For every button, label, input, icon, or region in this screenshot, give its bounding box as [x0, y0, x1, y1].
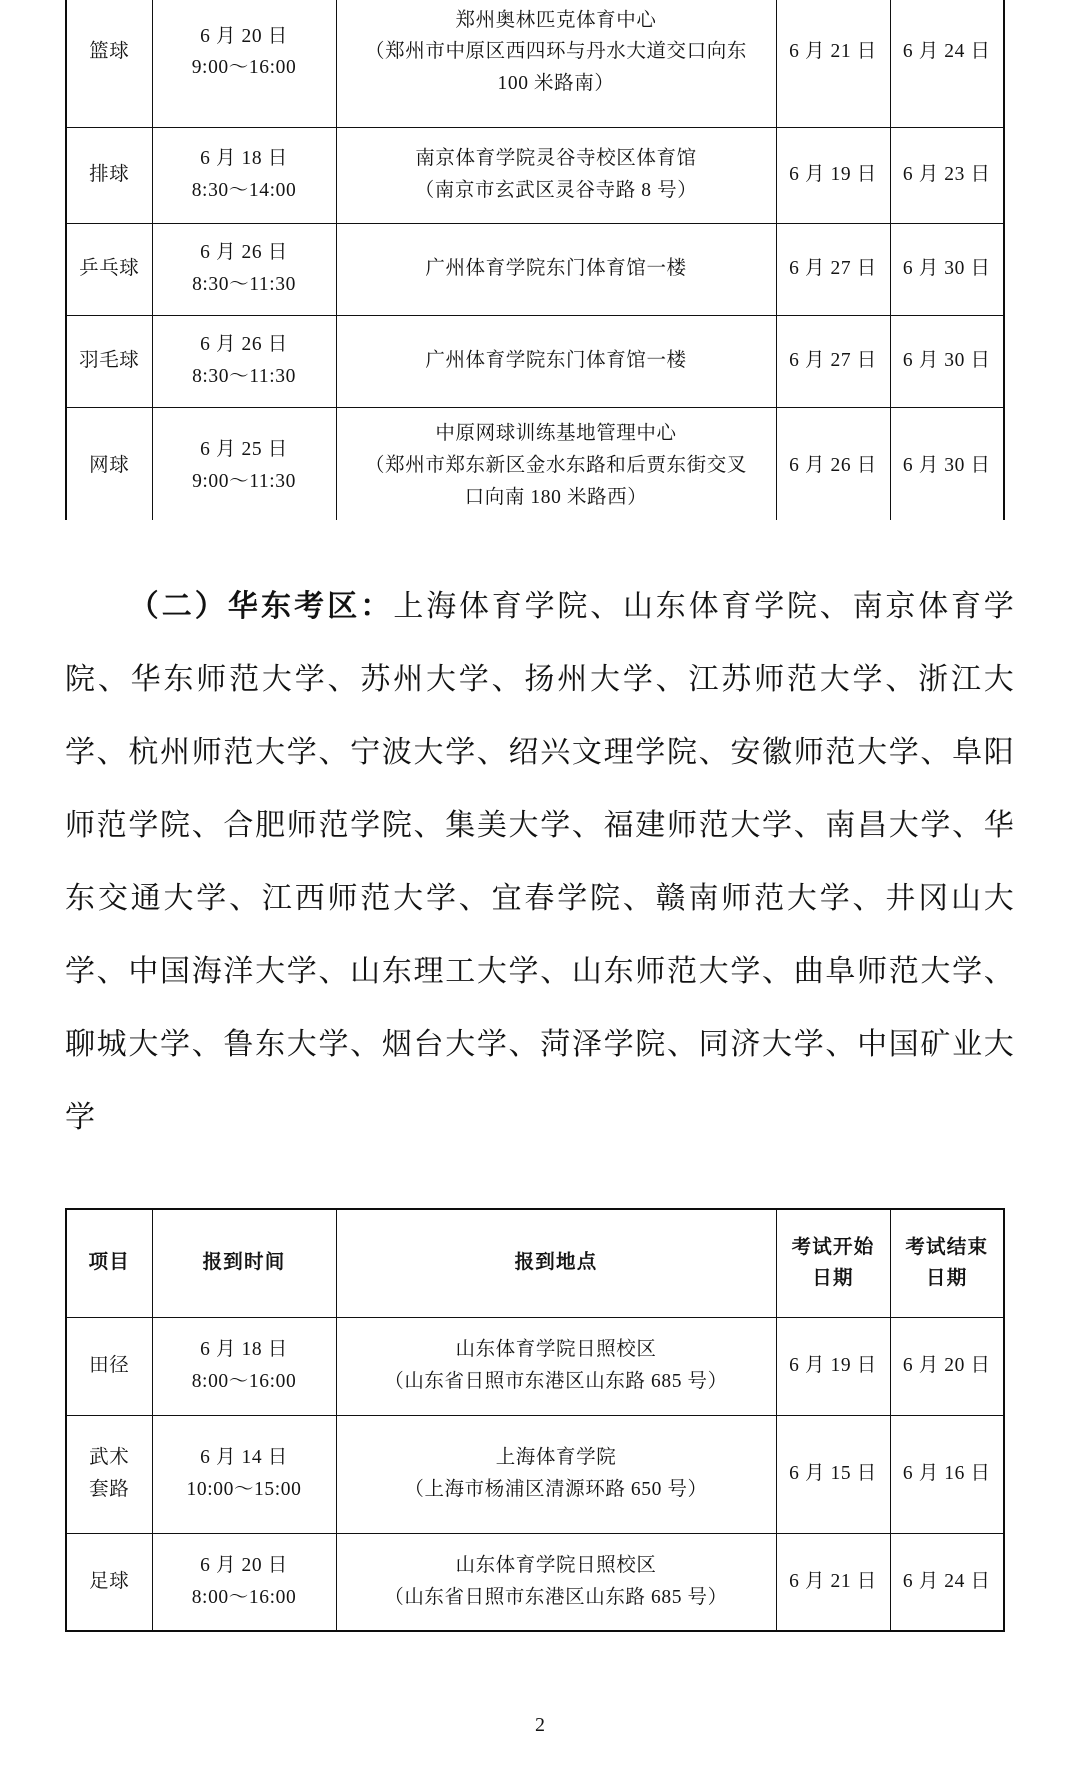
table-row: [66, 127, 1004, 223]
north-region-schedule-table-wrapper: [0, 0, 1080, 520]
cell-start-date: [776, 1415, 890, 1533]
table-row: [66, 407, 1004, 520]
cell-report-time: [152, 0, 336, 127]
cell-report-time: [152, 1415, 336, 1533]
cell-start-date: [776, 127, 890, 223]
item-label: 足球: [89, 1570, 130, 1592]
column-header-end-date: [890, 1209, 1004, 1317]
column-header-report-time: 报到时间: [152, 1209, 336, 1317]
item-label: 武术: [89, 1447, 130, 1469]
east-region-schedule-table-wrapper: [0, 1208, 1080, 1632]
start-date: 6 月 19 日: [789, 164, 877, 186]
column-header-report-place: 报到地点: [336, 1209, 776, 1317]
cell-report-time: [152, 407, 336, 520]
place-line: 上海体育学院: [495, 1447, 617, 1469]
cell-item: [66, 223, 152, 315]
cell-item: [66, 1415, 152, 1533]
report-hours: 8:30～14:00: [191, 180, 297, 201]
north-region-schedule-table: [65, 0, 1005, 520]
place-line: （南京市玄武区灵谷寺路 8 号）: [414, 180, 698, 201]
table-row: [66, 315, 1004, 407]
end-date: 6 月 16 日: [902, 1463, 991, 1485]
place-line: 郑州奥林匹克体育中心: [455, 9, 657, 31]
cell-report-place: [336, 223, 776, 315]
item-label: 田径: [89, 1355, 130, 1377]
report-date: 6 月 26 日: [200, 242, 288, 264]
end-date: 6 月 30 日: [902, 258, 991, 280]
cell-end-date: [890, 127, 1004, 223]
cell-item: [66, 407, 152, 520]
cell-report-place: [336, 315, 776, 407]
header-line: 日期: [812, 1268, 854, 1290]
cell-report-time: [152, 1533, 336, 1631]
report-hours: 9:00～16:00: [191, 57, 297, 79]
cell-report-place: [336, 1415, 776, 1533]
place-line: 100 米路南）: [497, 73, 615, 95]
table-body: [66, 0, 1004, 520]
place-line: 南京体育学院灵谷寺校区体育馆: [415, 148, 697, 170]
start-date: 6 月 15 日: [789, 1463, 877, 1485]
place-line: （郑州市郑东新区金水东路和后贾东街交叉: [365, 454, 747, 476]
place-line: 广州体育学院东门体育馆一楼: [425, 350, 687, 372]
place-line: 山东体育学院日照校区: [455, 1555, 657, 1577]
column-header-item: 项目: [66, 1209, 152, 1317]
report-hours: 9:00～11:30: [192, 470, 296, 492]
cell-report-place: [336, 0, 776, 127]
place-line: （山东省日照市东港区山东路 685 号）: [384, 1586, 728, 1608]
table-header: [66, 1209, 1004, 1317]
table-row: [66, 0, 1004, 127]
item-label: 篮球: [89, 41, 130, 63]
end-date: 6 月 23 日: [902, 164, 991, 186]
report-date: 6 月 14 日: [200, 1447, 288, 1469]
cell-end-date: [890, 1533, 1004, 1631]
cell-report-time: [152, 315, 336, 407]
cell-start-date: [776, 223, 890, 315]
end-date: 6 月 30 日: [902, 454, 991, 476]
column-header-start-date: [776, 1209, 890, 1317]
item-label: 套路: [89, 1479, 130, 1500]
end-date: 6 月 24 日: [902, 41, 991, 63]
place-line: 山东体育学院日照校区: [455, 1339, 657, 1361]
cell-item: [66, 315, 152, 407]
report-date: 6 月 26 日: [200, 334, 288, 356]
header-line: 考试结束: [905, 1236, 989, 1258]
report-date: 6 月 18 日: [200, 148, 288, 170]
report-hours: 8:30～11:30: [192, 366, 296, 387]
table-row: [66, 1415, 1004, 1533]
report-hours: 8:00～16:00: [191, 1371, 297, 1392]
page-number: 2: [535, 1714, 545, 1736]
cell-item: [66, 127, 152, 223]
table-body: [66, 1317, 1004, 1631]
start-date: 6 月 27 日: [789, 258, 877, 280]
cell-item: [66, 1533, 152, 1631]
item-label: 乒乓球: [79, 258, 140, 280]
end-date: 6 月 30 日: [902, 350, 991, 372]
place-line: 广州体育学院东门体育馆一楼: [425, 258, 687, 280]
start-date: 6 月 27 日: [789, 350, 877, 372]
cell-report-time: [152, 1317, 336, 1415]
cell-report-place: [336, 1317, 776, 1415]
cell-end-date: [890, 1415, 1004, 1533]
start-date: 6 月 21 日: [789, 1570, 877, 1592]
cell-report-place: [336, 407, 776, 520]
cell-end-date: [890, 1317, 1004, 1415]
end-date: 6 月 24 日: [902, 1570, 991, 1592]
paragraph-text: 上海体育学院、山东体育学院、南京体育学院、华东师范大学、苏州大学、扬州大学、江苏师范大学、浙江大学、杭州师范大学、宁波大学、绍兴文理学院、安徽师范大学、阜阳师范学院、合肥师范学院、集美大学、福建师范大学、南昌大学、华东交通大学、江西师范大学、宜春学院、赣南师范大学、井冈山大学、中国海洋大学、山东理工大学、山东师范大学、曲阜师范大学、聊城大学、鲁东大学、烟台大学、菏泽学院、同济大学、中国矿业大学: [65, 590, 1015, 1134]
cell-end-date: [890, 315, 1004, 407]
cell-start-date: [776, 1317, 890, 1415]
item-label: 排球: [89, 164, 130, 186]
report-date: 6 月 20 日: [200, 25, 288, 47]
table-row: [66, 1533, 1004, 1631]
place-line: 中原网球训练基地管理中心: [435, 423, 677, 445]
report-date: 6 月 25 日: [200, 439, 288, 461]
cell-start-date: [776, 1533, 890, 1631]
cell-start-date: [776, 0, 890, 127]
report-date: 6 月 20 日: [200, 1555, 288, 1577]
start-date: 6 月 26 日: [789, 454, 877, 476]
report-hours: 8:00～16:00: [191, 1586, 297, 1608]
header-line: 考试开始: [791, 1236, 875, 1258]
cell-end-date: [890, 223, 1004, 315]
cell-end-date: [890, 0, 1004, 127]
cell-start-date: [776, 407, 890, 520]
place-line: （郑州市中原区西四环与丹水大道交口向东: [365, 41, 747, 63]
cell-item: [66, 0, 152, 127]
cell-report-place: [336, 1533, 776, 1631]
table-row: [66, 1317, 1004, 1415]
cell-report-place: [336, 127, 776, 223]
table-row: [66, 223, 1004, 315]
item-label: 网球: [89, 454, 130, 476]
cell-start-date: [776, 315, 890, 407]
cell-item: [66, 1317, 152, 1415]
place-line: 口向南 180 米路西）: [464, 486, 648, 508]
report-hours: 8:30～11:30: [192, 274, 296, 295]
cell-report-time: [152, 223, 336, 315]
paragraph-lead: （二）华东考区：: [127, 590, 394, 623]
report-hours: 10:00～15:00: [186, 1479, 302, 1500]
report-date: 6 月 18 日: [200, 1339, 288, 1361]
header-line: 日期: [926, 1268, 968, 1290]
start-date: 6 月 21 日: [789, 41, 877, 63]
table-header-row: [66, 1209, 1004, 1317]
start-date: 6 月 19 日: [789, 1355, 877, 1377]
cell-report-time: [152, 127, 336, 223]
cell-end-date: [890, 407, 1004, 520]
place-line: （上海市杨浦区清源环路 650 号）: [404, 1479, 708, 1500]
east-region-schedule-table: [65, 1208, 1005, 1632]
place-line: （山东省日照市东港区山东路 685 号）: [384, 1371, 728, 1392]
east-region-paragraph: [65, 570, 1015, 1154]
end-date: 6 月 20 日: [902, 1355, 991, 1377]
item-label: 羽毛球: [79, 350, 140, 372]
